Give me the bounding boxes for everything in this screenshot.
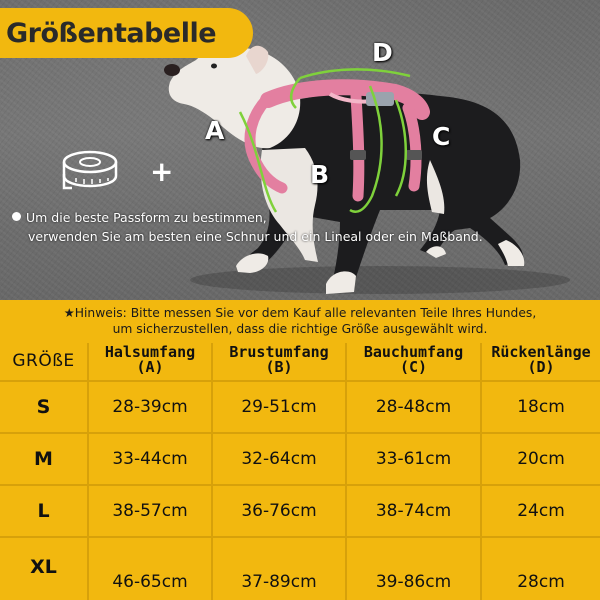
table-row xyxy=(0,537,600,600)
title-banner xyxy=(0,8,253,58)
value-cell: 20cm xyxy=(481,433,600,485)
size-cell: XL xyxy=(0,537,88,600)
size-cell: M xyxy=(0,433,88,485)
value-cell: 37-89cm xyxy=(212,537,346,600)
column-header-belly xyxy=(346,343,481,381)
size-cell: L xyxy=(0,485,88,537)
column-header-back-length xyxy=(481,343,600,381)
tip-line-2: verwenden Sie am besten eine Schnur und ein Lineal oder ein Maßband. xyxy=(28,229,483,244)
column-header-code: (D) xyxy=(527,358,555,376)
measurement-tip xyxy=(12,208,492,246)
dimension-label-d: D xyxy=(372,38,393,67)
column-header-code: (B) xyxy=(265,358,293,376)
value-cell: 32-64cm xyxy=(212,433,346,485)
plus-icon: + xyxy=(150,155,174,188)
value-cell: 29-51cm xyxy=(212,381,346,433)
notice-line-2: um sicherzustellen, dass die richtige Größe ausgewählt wird. xyxy=(112,322,488,336)
value-cell: 36-76cm xyxy=(212,485,346,537)
size-cell: S xyxy=(0,381,88,433)
value-cell: 38-74cm xyxy=(346,485,481,537)
table-row xyxy=(0,381,600,433)
table-header-row xyxy=(0,343,600,381)
tip-line-1: Um die beste Passform zu bestimmen, xyxy=(26,210,267,225)
column-header-code: (C) xyxy=(399,358,428,376)
dimension-label-c: C xyxy=(432,122,451,151)
column-header-code: (A) xyxy=(136,358,164,376)
value-cell: 33-61cm xyxy=(346,433,481,485)
table-row xyxy=(0,433,600,485)
column-header-label: Bauchumfang xyxy=(363,343,464,361)
size-chart-table xyxy=(0,343,600,600)
value-cell: 28-39cm xyxy=(88,381,212,433)
measurement-notice xyxy=(0,305,600,337)
notice-line-1: ★Hinweis: Bitte messen Sie vor dem Kauf alle relevanten Teile Ihres Hundes, xyxy=(63,306,537,320)
column-header-label: Rückenlänge xyxy=(491,343,591,361)
value-cell: 38-57cm xyxy=(88,485,212,537)
dimension-label-b: B xyxy=(310,160,330,189)
value-cell: 33-44cm xyxy=(88,433,212,485)
bullet-icon xyxy=(12,212,21,221)
value-cell: 28-48cm xyxy=(346,381,481,433)
value-cell: 24cm xyxy=(481,485,600,537)
column-header-neck xyxy=(88,343,212,381)
column-header-label: Brustumfang xyxy=(229,343,329,361)
measuring-tape-icon xyxy=(60,148,120,194)
value-cell: 18cm xyxy=(481,381,600,433)
page-title: Größentabelle xyxy=(6,17,217,49)
value-cell: 46-65cm xyxy=(88,537,212,600)
column-header-chest xyxy=(212,343,346,381)
column-header-size: GRÖßE xyxy=(0,343,88,381)
value-cell: 39-86cm xyxy=(346,537,481,600)
table-row xyxy=(0,485,600,537)
value-cell: 28cm xyxy=(481,537,600,600)
dimension-label-a: A xyxy=(205,116,225,145)
column-header-label: Halsumfang xyxy=(104,343,196,361)
